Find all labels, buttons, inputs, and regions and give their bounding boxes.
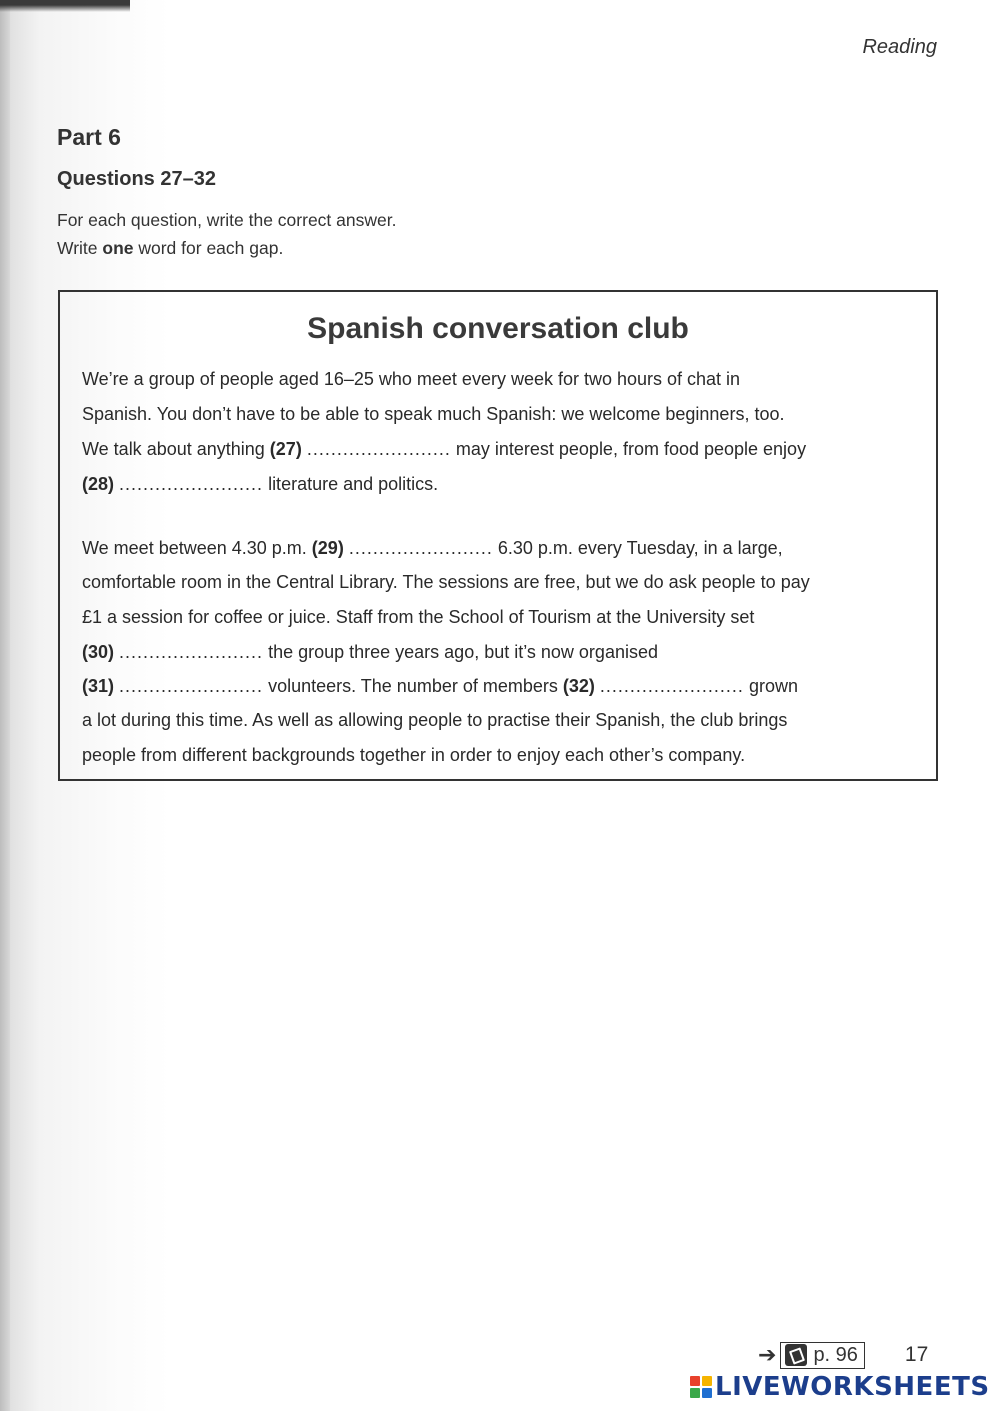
text: literature and politics.: [263, 474, 439, 494]
reference-page: p. 96: [813, 1343, 858, 1366]
paragraph-2-line-6: a lot during this time. As well as allowing people to practise their Spanish, the club brings: [82, 710, 788, 730]
paragraph-1-line-4: [82, 474, 438, 495]
paragraph-2-line-1: [82, 538, 783, 559]
logo-square: [702, 1388, 712, 1398]
text: We meet between 4.30 p.m.: [82, 538, 312, 558]
instruction-emphasis: one: [102, 238, 134, 258]
logo-square: [690, 1388, 700, 1398]
paragraph-2-line-4: [82, 642, 658, 663]
gap-number-31: (31): [82, 676, 115, 696]
paragraph-1-line-1: We’re a group of people aged 16–25 who meet every week for two hours of chat in: [82, 369, 741, 389]
page-number: 17: [904, 1343, 929, 1366]
paragraph-2-line-2: comfortable room in the Central Library. The sessions are free, but we do ask people to pay: [82, 572, 810, 592]
questions-title: Questions 27–32: [57, 168, 216, 190]
liveworksheets-logo: [690, 1370, 990, 1404]
scan-edge: [0, 0, 130, 14]
page-footer: [758, 1340, 928, 1370]
grammar-reference[interactable]: [780, 1342, 864, 1369]
arrow-right-icon: ➔: [758, 1342, 777, 1367]
text: We talk about anything: [82, 439, 270, 459]
paragraph-1-line-3: [82, 439, 806, 460]
text: volunteers. The number of members: [263, 676, 563, 696]
instruction-line-1: For each question, write the correct answer.: [57, 210, 397, 230]
liveworksheets-wordmark: LIVEWORKSHEETS: [715, 1372, 990, 1402]
box-title: Spanish conversation club: [307, 312, 689, 345]
gap-number-30: (30): [82, 642, 115, 662]
gap-31[interactable]: ........................: [119, 676, 264, 696]
gap-30[interactable]: ........................: [119, 642, 264, 662]
page-spine-shadow: [0, 0, 10, 1411]
gap-number-28: (28): [82, 474, 115, 494]
instruction-line-2: [57, 238, 283, 259]
paragraph-1-line-2: Spanish. You don’t have to be able to speak much Spanish: we welcome beginners, too.: [82, 404, 785, 424]
running-head: Reading: [862, 36, 937, 58]
paragraph-2-line-3: £1 a session for coffee or juice. Staff from the School of Tourism at the University set: [82, 607, 755, 627]
logo-square: [702, 1376, 712, 1386]
logo-square: [690, 1376, 700, 1386]
gap-29[interactable]: ........................: [348, 538, 493, 558]
gap-27[interactable]: ........................: [306, 439, 451, 459]
instruction-text: word for each gap.: [133, 238, 284, 258]
part-title: Part 6: [57, 124, 121, 150]
text: grown: [743, 676, 798, 696]
paragraph-2-line-7: people from different backgrounds together in order to enjoy each other’s company.: [82, 745, 746, 765]
text: 6.30 p.m. every Tuesday, in a large,: [492, 538, 783, 558]
text: the group three years ago, but it’s now organised: [263, 642, 658, 662]
gap-number-27: (27): [269, 439, 302, 459]
gap-32[interactable]: ........................: [599, 676, 744, 696]
gap-number-32: (32): [562, 676, 595, 696]
text: may interest people, from food people enjoy: [450, 439, 807, 459]
paragraph-2-line-5: [82, 676, 798, 697]
gap-28[interactable]: ........................: [119, 474, 264, 494]
book-icon: [785, 1344, 807, 1366]
gap-number-29: (29): [311, 538, 344, 558]
instruction-text: Write: [57, 238, 103, 258]
text-box: [58, 290, 938, 781]
liveworksheets-icon: [690, 1376, 712, 1398]
